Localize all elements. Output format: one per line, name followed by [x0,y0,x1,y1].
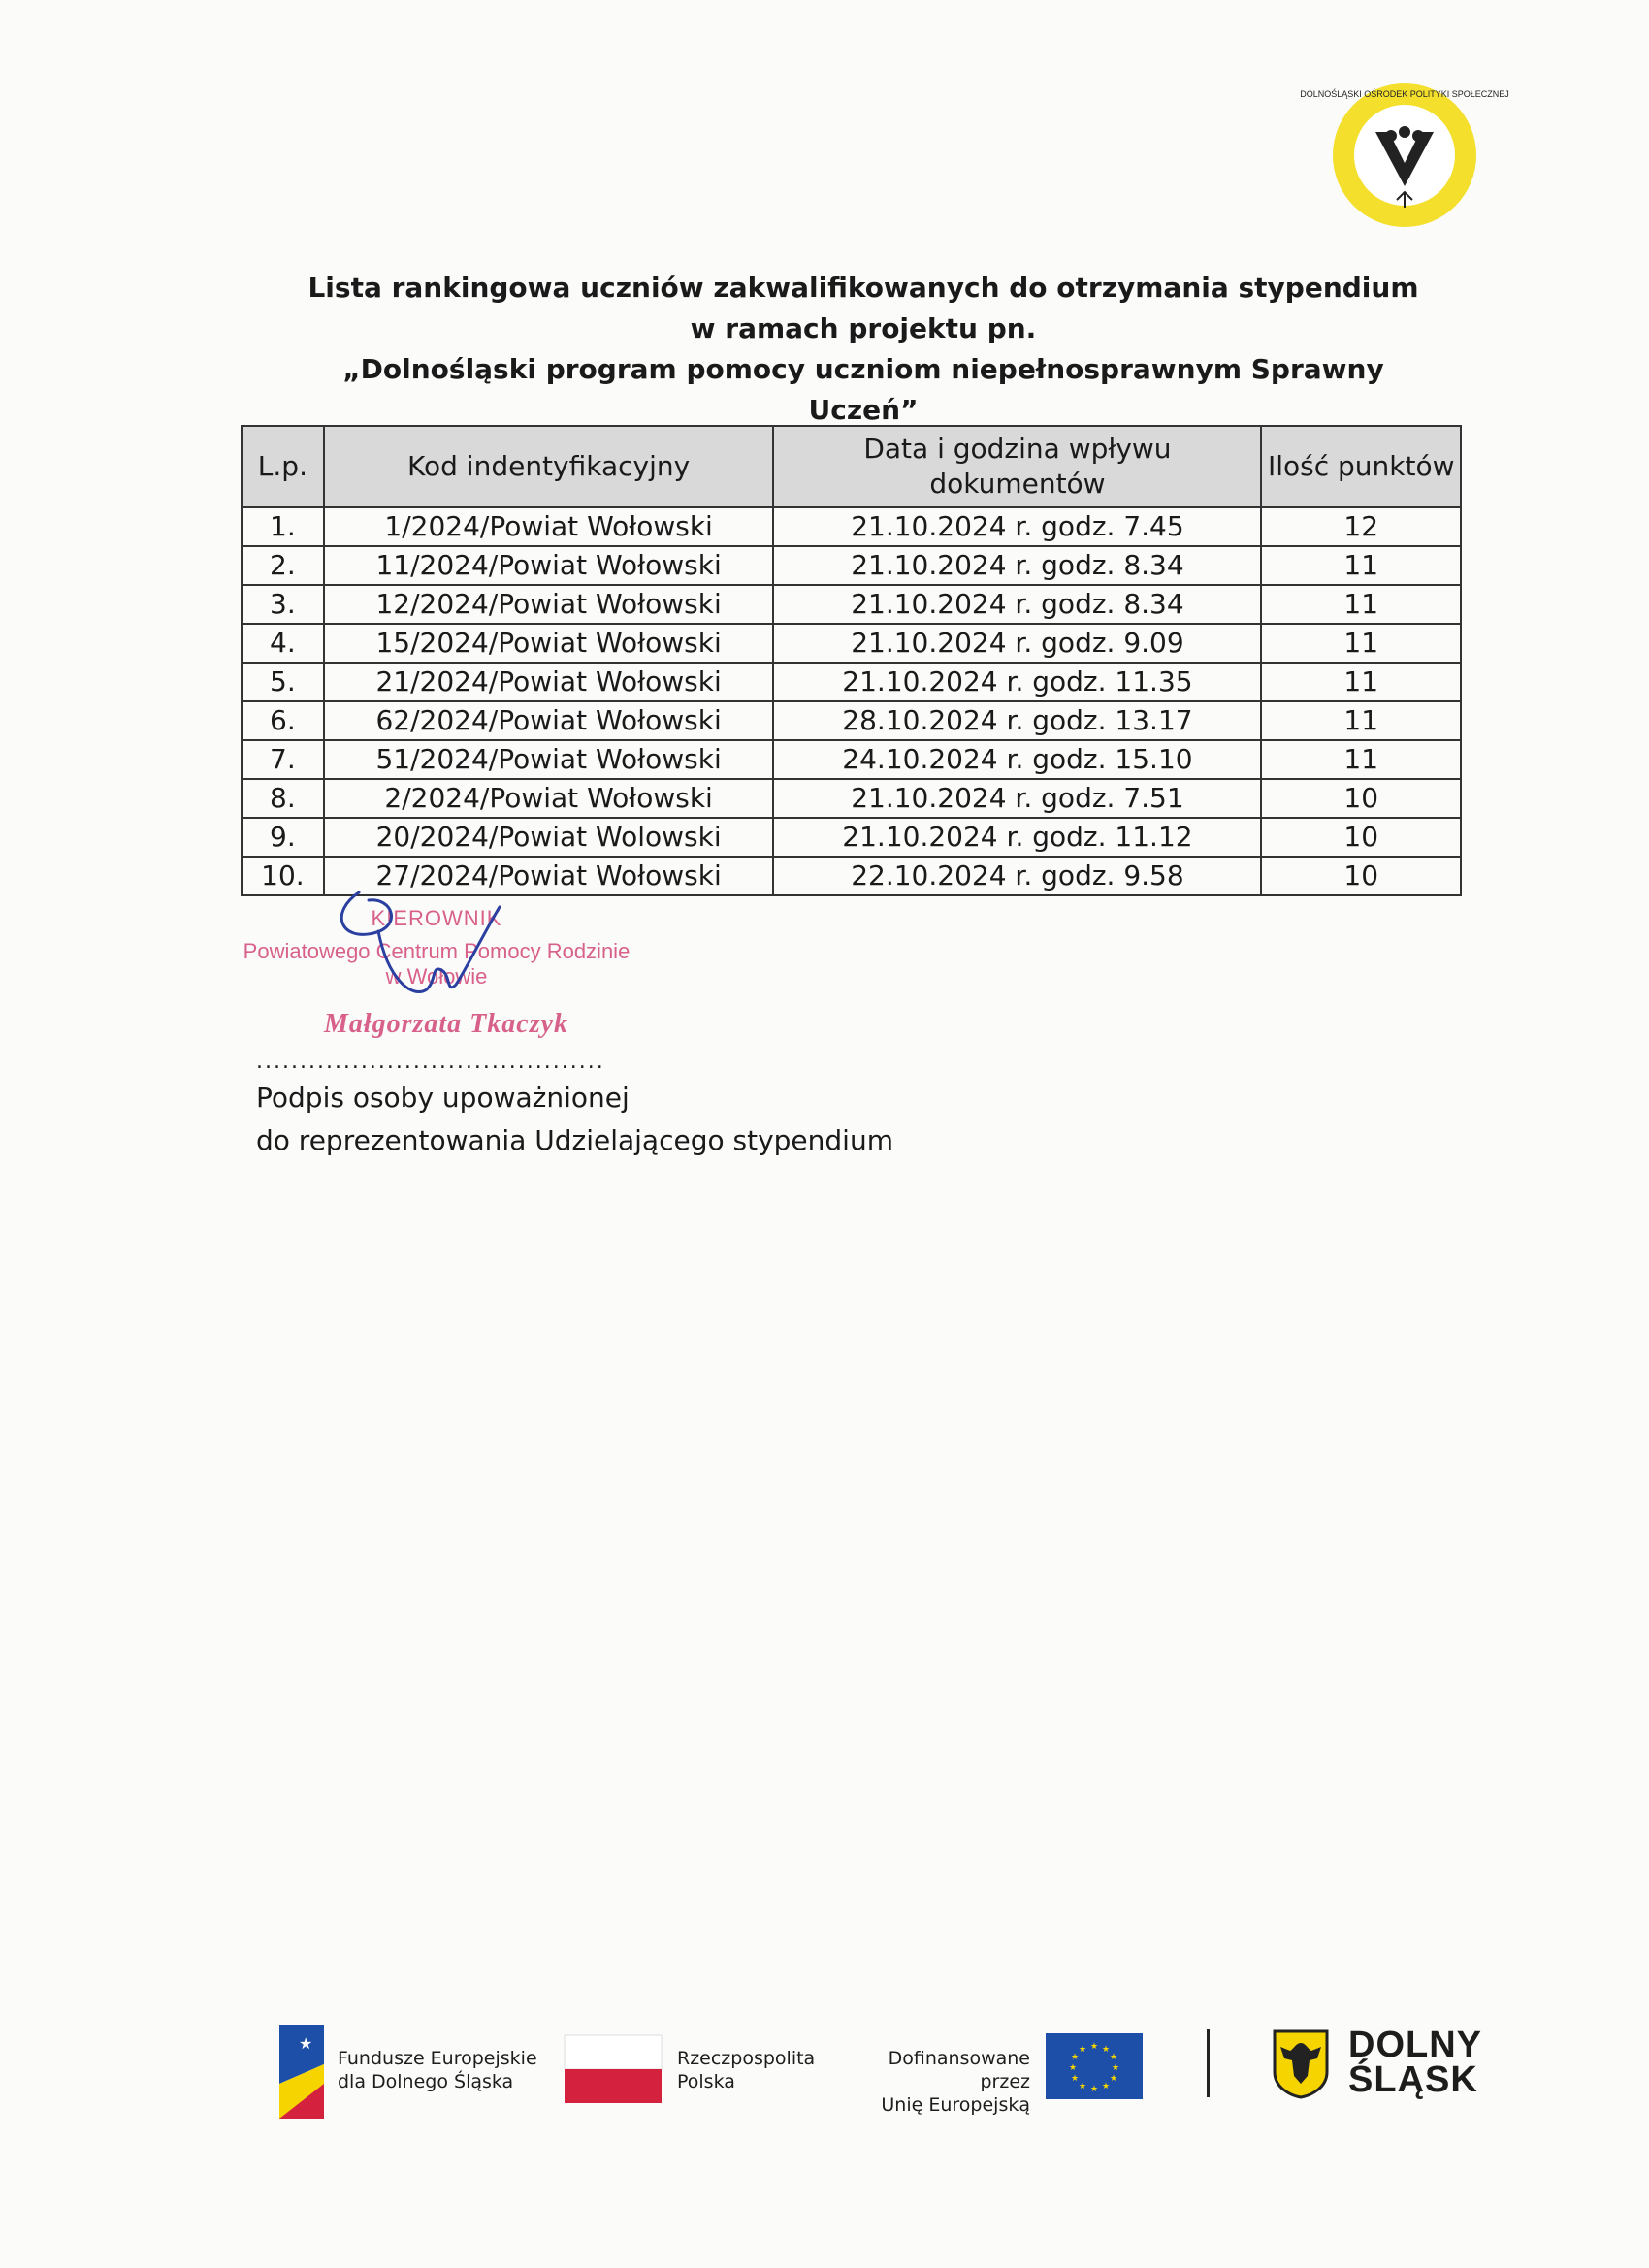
cell-lp: 9. [242,818,324,857]
cell-code: 11/2024/Powiat Wołowski [324,546,774,585]
cell-lp: 5. [242,663,324,701]
ue-label-line-2: Unię Europejską [881,2094,1030,2116]
signature-caption-line-2: do reprezentowania Udzielającego stypendium [256,1124,893,1156]
svg-text:★: ★ [1070,2053,1080,2062]
cell-points: 10 [1261,818,1461,857]
header-code: Kod indentyfikacyjny [324,426,774,507]
rp-label-line-1: Rzeczpospolita [677,2048,816,2069]
signature-dotted-line: ........................................ [256,1050,605,1074]
dolny-slask-line-1: DOLNY [1348,2025,1482,2065]
eu-flag-icon [1046,2033,1143,2099]
cell-code: 1/2024/Powiat Wołowski [324,507,774,546]
cell-date: 21.10.2024 r. godz. 11.12 [773,818,1261,857]
header-date: Data i godzina wpływu dokumentów [773,426,1261,507]
ranking-table-wrapper [241,425,1462,896]
cell-date: 21.10.2024 r. godz. 9.09 [773,624,1261,663]
cell-date: 22.10.2024 r. godz. 9.58 [773,857,1261,895]
cell-lp: 7. [242,740,324,779]
cell-code: 62/2024/Powiat Wołowski [324,701,774,740]
svg-text:★: ★ [1089,2085,1099,2094]
fundusze-europejskie-icon [279,2025,324,2119]
stamp-city: w Wołowie [385,964,488,988]
cell-date: 21.10.2024 r. godz. 11.35 [773,663,1261,701]
cell-points: 12 [1261,507,1461,546]
svg-text:★: ★ [1111,2063,1120,2073]
cell-lp: 3. [242,585,324,624]
table-row [242,779,1461,818]
cell-date: 21.10.2024 r. godz. 7.51 [773,779,1261,818]
svg-text:★: ★ [299,2034,313,2053]
table-row [242,624,1461,663]
cell-points: 11 [1261,663,1461,701]
stamp-name: Małgorzata Tkaczyk [323,1009,569,1039]
cell-points: 11 [1261,624,1461,663]
table-row [242,585,1461,624]
header-lp: L.p. [242,426,324,507]
cell-points: 10 [1261,857,1461,895]
logo-text: DOLNOŚLĄSKI OŚRODEK POLITYKI SPOŁECZNEJ [1300,89,1509,99]
ranking-table [241,425,1462,896]
header-points: Ilość punktów [1261,426,1461,507]
fe-label-line-1: Fundusze Europejskie [338,2048,537,2069]
cell-date: 28.10.2024 r. godz. 13.17 [773,701,1261,740]
signature-block [256,1048,893,1162]
cell-code: 20/2024/Powiat Wolowski [324,818,774,857]
cell-date: 24.10.2024 r. godz. 15.10 [773,740,1261,779]
dosp-logo [1300,78,1509,233]
cell-lp: 8. [242,779,324,818]
table-row [242,740,1461,779]
cell-points: 11 [1261,585,1461,624]
cell-code: 27/2024/Powiat Wołowski [324,857,774,895]
cell-code: 21/2024/Powiat Wołowski [324,663,774,701]
dolny-slask-eagle-icon [1273,2029,1329,2099]
cell-date: 21.10.2024 r. godz. 8.34 [773,546,1261,585]
table-row [242,546,1461,585]
cell-lp: 6. [242,701,324,740]
cell-code: 2/2024/Powiat Wołowski [324,779,774,818]
title-line-3: „Dolnośląski program pomocy uczniom niepełnosprawnym Sprawny Uczeń” [342,353,1384,426]
ue-label-line-1: Dofinansowane przez [888,2048,1030,2092]
table-row [242,507,1461,546]
dolny-slask-line-2: ŚLĄSK [1348,2059,1478,2100]
footer-logos [0,2018,1649,2134]
cell-date: 21.10.2024 r. godz. 7.45 [773,507,1261,546]
table-row [242,663,1461,701]
document-title [291,268,1436,431]
cell-lp: 10. [242,857,324,895]
cell-lp: 1. [242,507,324,546]
svg-text:★: ★ [1070,2074,1080,2084]
svg-text:★: ★ [1109,2053,1118,2062]
svg-text:★: ★ [1068,2063,1078,2073]
cell-lp: 4. [242,624,324,663]
dolny-slask-wordmark [1348,2025,1482,2100]
signature-caption-line-1: Podpis osoby upoważnionej [256,1082,630,1114]
cell-points: 10 [1261,779,1461,818]
svg-text:★: ★ [1101,2045,1111,2055]
stamp-title: KIEROWNIK [371,906,502,930]
svg-text:★: ★ [1078,2082,1087,2091]
cell-code: 12/2024/Powiat Wołowski [324,585,774,624]
svg-text:★: ★ [1089,2042,1099,2052]
cell-points: 11 [1261,740,1461,779]
cell-date: 21.10.2024 r. godz. 8.34 [773,585,1261,624]
table-row [242,701,1461,740]
svg-text:★: ★ [1109,2074,1118,2084]
cell-points: 11 [1261,546,1461,585]
title-line-1: Lista rankingowa uczniów zakwalifikowanych do otrzymania stypendium [307,272,1419,304]
table-row [242,818,1461,857]
polish-flag-icon [565,2035,662,2103]
title-line-2: w ramach projektu pn. [690,312,1037,344]
svg-text:★: ★ [1078,2045,1087,2055]
ue-label [840,2047,1030,2117]
footer-divider [1207,2029,1210,2097]
stamp-organization: Powiatowego Centrum Pomocy Rodzinie [242,939,630,963]
table-header-row [242,426,1461,507]
fe-label-line-2: dla Dolnego Śląska [338,2071,514,2092]
cell-code: 15/2024/Powiat Wołowski [324,624,774,663]
fe-label [338,2047,537,2093]
rp-label [677,2047,815,2093]
cell-lp: 2. [242,546,324,585]
rp-label-line-2: Polska [677,2071,735,2092]
svg-text:★: ★ [1101,2082,1111,2091]
cell-code: 51/2024/Powiat Wołowski [324,740,774,779]
cell-points: 11 [1261,701,1461,740]
handwritten-signature [320,873,572,1038]
